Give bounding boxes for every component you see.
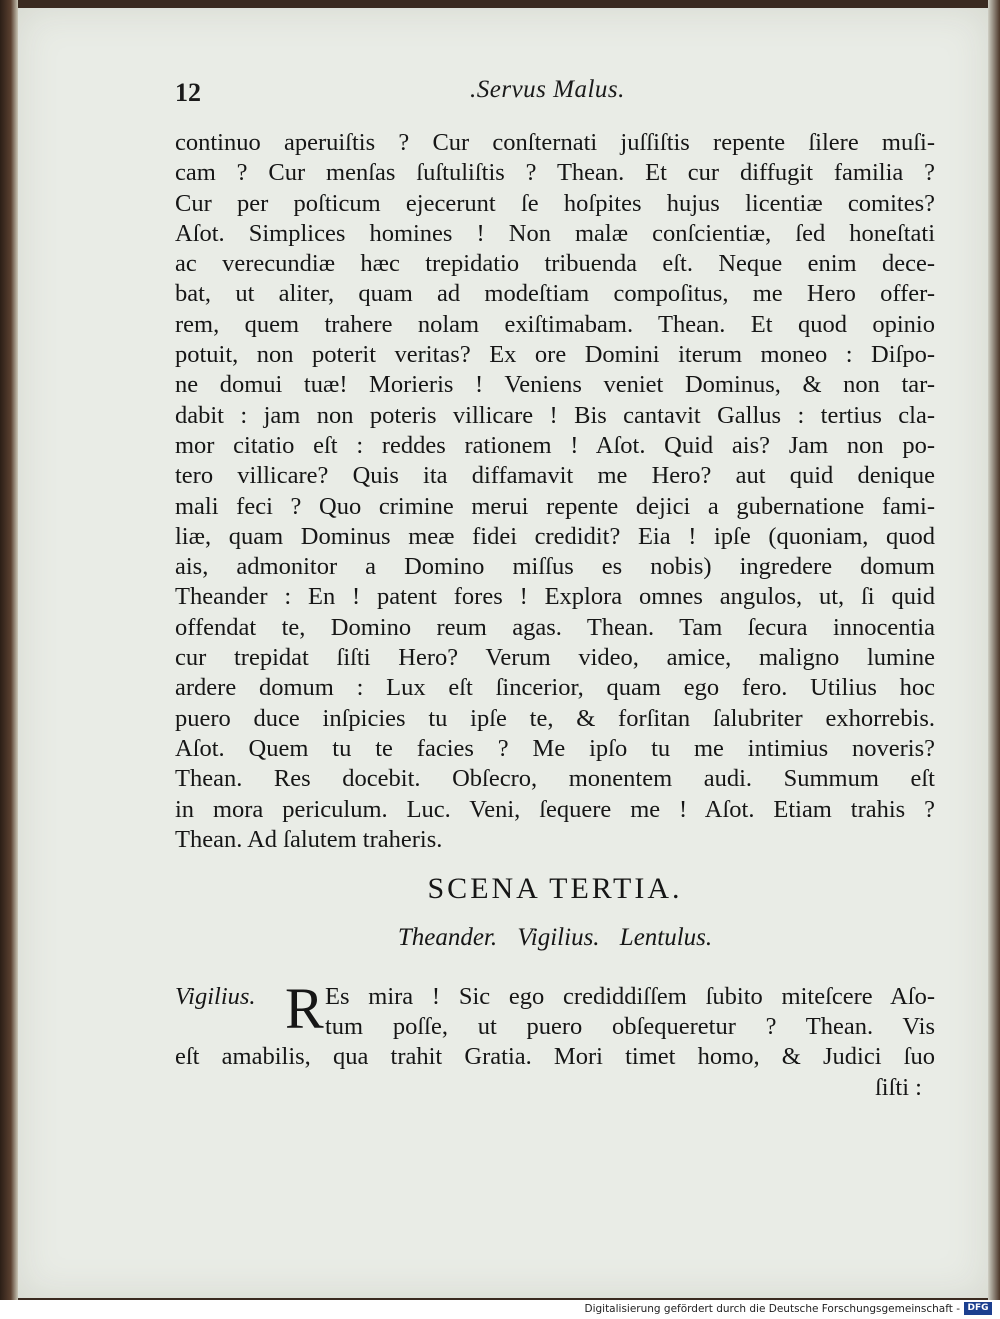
scene-cast-list: Theander. Vigilius. Lentulus. xyxy=(397,924,713,951)
text-line: puero duce inſpicies tu ipſe te, & forſitan ſalubriter exhorrebis. xyxy=(175,704,935,732)
running-head: .Servus Malus. xyxy=(470,76,625,103)
text-line: ne domui tuæ! Morieris ! Veniens veniet Dominus, & non tar- xyxy=(175,371,935,399)
text-line: ardere domum : Lux eſt ſincerior, quam ego fero. Utilius hoc xyxy=(175,674,935,702)
text-line: cam ? Cur menſas ſuſtuliſtis ? Thean. Et cur diffugit familia ? xyxy=(175,159,935,187)
catchword: ſiſti : xyxy=(875,1074,922,1101)
book-gutter xyxy=(0,0,18,1300)
dfg-logo-icon: DFG xyxy=(964,1302,992,1315)
speaker-name: Vigilius. xyxy=(175,983,256,1010)
text-line: in mora periculum. Luc. Veni, ſequere me ! Aſot. Etiam trahis ? xyxy=(175,795,935,823)
text-line: continuo aperuiſtis ? Cur conſternati juſſiſtis repente ſilere muſi- xyxy=(175,129,935,156)
text-line: mor citatio eſt : reddes rationem ! Aſot. Quid ais? Jam non po- xyxy=(175,431,935,459)
scene-heading: SCENA TERTIA. xyxy=(427,872,683,905)
page-number: 12 xyxy=(175,78,201,107)
page-header xyxy=(175,72,935,112)
text-line: rem, quem trahere nolam exiſtimabam. Thean. Et quod opinio xyxy=(175,310,935,338)
text-line: Thean. Ad ſalutem traheris. xyxy=(175,825,443,853)
text-line: potuit, non poterit veritas? Ex ore Domini iterum moneo : Diſpo- xyxy=(175,341,935,369)
drop-cap: R xyxy=(285,976,324,1041)
text-line: Theander : En ! patent fores ! Explora omnes angulos, ut, ſi quid xyxy=(175,583,935,611)
text-line: liæ, quam Dominus meæ fidei credidit? Eia ! ipſe (quoniam, quod xyxy=(175,522,935,550)
text-line: ais, admonitor a Domino miſſus es nobis) ingredere domum xyxy=(175,553,935,581)
main-text-block xyxy=(175,128,935,855)
text-line: Aſot. Simplices homines ! Non malæ conſcientiæ, ſed honeſtati xyxy=(175,219,935,247)
text-line: mali feci ? Quo crimine merui repente dejici a gubernatione fami- xyxy=(175,492,935,520)
page-edge xyxy=(988,0,1000,1300)
text-line: Es mira ! Sic ego crediddiſſem ſubito miteſcere Aſo- xyxy=(325,983,935,1010)
text-line: dabit : jam non poteris villicare ! Bis cantavit Gallus : tertius cla- xyxy=(175,401,935,429)
text-line: offendat te, Domino reum agas. Thean. Tam ſecura innocentia xyxy=(175,613,935,641)
text-line: ac verecundiæ hæc trepidatio tribuenda eſt. Neque enim dece- xyxy=(175,250,935,278)
text-line: bat, ut aliter, quam ad modeſtiam compoſitus, me Hero offer- xyxy=(175,280,935,308)
text-line: tum poſſe, ut puero obſequeretur ? Thean. Vis xyxy=(325,1013,935,1040)
text-line: Cur per poſticum ejecerunt ſe hoſpites hujus licentiæ comites? xyxy=(175,189,935,217)
text-line: tero villicare? Quis ita diffamavit me Hero? aut quid denique xyxy=(175,462,935,490)
text-line: Aſot. Quem tu te facies ? Me ipſo tu me intimius noveris? xyxy=(175,734,935,762)
text-line: Thean. Res docebit. Obſecro, monentem audi. Summum eſt xyxy=(175,765,935,793)
text-line: cur trepidat ſiſti Hero? Verum video, amice, maligno lumine xyxy=(175,644,935,672)
footer-credit: Digitalisierung gefördert durch die Deutsche Forschungsgemeinschaft - xyxy=(584,1303,960,1315)
text-line: eſt amabilis, qua trahit Gratia. Mori timet homo, & Judici ſuo xyxy=(175,1043,935,1070)
